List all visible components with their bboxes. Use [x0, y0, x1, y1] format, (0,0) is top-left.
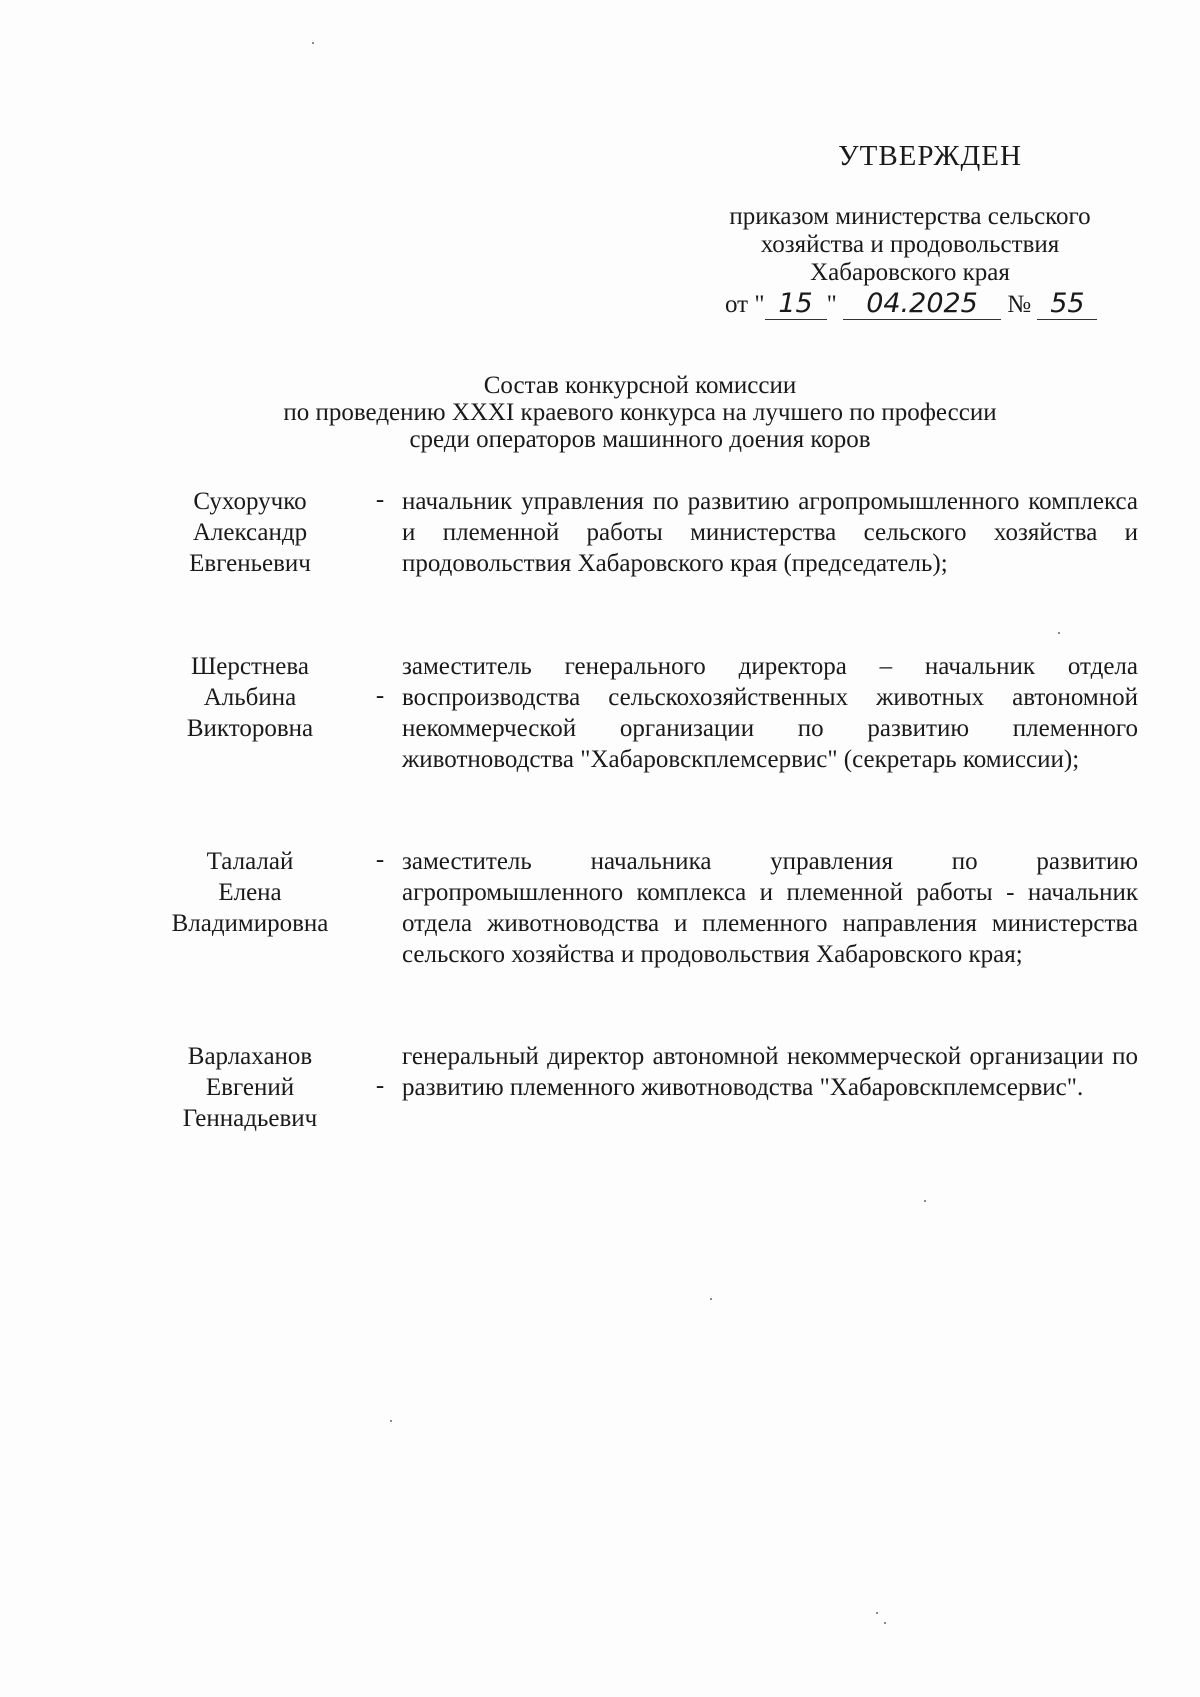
handwritten-month-year: 04.2025	[843, 288, 1001, 320]
member-patronymic: Владимировна	[171, 910, 329, 937]
order-line-3: Хабаровского края	[810, 259, 1010, 286]
heading-line-3: среди операторов машинного доения коров	[409, 426, 871, 453]
member-description: заместитель генерального директора – начальник отдела воспроизводства сельскохозяйственных животных автономной некоммерческой организации по развитию племенного животноводства "Хабаровскплемсервис" (секретарь комиссии);	[402, 653, 1138, 773]
approval-title: УТВЕРЖДЕН	[838, 140, 1022, 172]
member-first-name: Альбина	[203, 684, 297, 711]
member-first-name: Елена	[218, 879, 282, 906]
scan-speck	[876, 1612, 878, 1614]
scan-speck	[390, 1420, 392, 1422]
member-name	[150, 846, 350, 939]
order-line-2: хозяйства и продовольствия	[760, 231, 1060, 258]
scan-speck	[1058, 632, 1060, 634]
member-surname: Варлаханов	[187, 1043, 313, 1070]
member-first-name: Александр	[192, 519, 308, 546]
heading-line-2: по проведению XXXI краевого конкурса на лучшего по профессии	[283, 399, 997, 426]
member-surname: Талалай	[206, 848, 294, 875]
number-label: №	[1007, 291, 1032, 318]
approval-block	[690, 140, 1130, 287]
scan-speck	[312, 42, 314, 44]
member-name	[150, 1041, 350, 1134]
member-name	[150, 486, 350, 579]
date-quote: "	[826, 291, 837, 318]
member-patronymic: Викторовна	[186, 715, 314, 742]
member-first-name: Евгений	[205, 1074, 295, 1101]
member-surname: Шерстнева	[191, 653, 309, 680]
member-dash: -	[375, 846, 385, 873]
heading-line-1: Состав конкурсной комиссии	[483, 372, 797, 399]
order-line-1: приказом министерства сельского	[729, 203, 1091, 230]
member-dash: -	[375, 682, 385, 709]
scan-speck	[884, 1622, 886, 1624]
member-dash: -	[375, 1072, 385, 1099]
scan-speck	[924, 1200, 926, 1202]
member-description: начальник управления по развитию агропромышленного комплекса и племенной работы министерства сельского хозяйства и продовольствия Хабаровского края (председатель);	[402, 488, 1138, 577]
handwritten-order-number: 55	[1037, 288, 1097, 320]
member-dash: -	[375, 486, 385, 513]
document-heading	[200, 372, 1080, 453]
member-surname: Сухоручко	[193, 488, 307, 515]
member-description: заместитель начальника управления по развитию агропромышленного комплекса и племенной работы - начальник отдела животноводства и племенного направления министерства сельского хозяйства и продовольствия Хабаровского края;	[402, 848, 1138, 968]
member-patronymic: Геннадьевич	[182, 1105, 318, 1132]
member-description: генеральный директор автономной некоммерческой организации по развитию племенного животноводства "Хабаровскплемсервис".	[402, 1043, 1138, 1101]
scan-speck	[710, 1298, 712, 1300]
order-date-line	[725, 288, 1145, 320]
member-name	[150, 651, 350, 744]
member-patronymic: Евгеньевич	[189, 550, 311, 577]
handwritten-day: 15	[765, 288, 827, 320]
date-prefix: от "	[725, 291, 765, 318]
